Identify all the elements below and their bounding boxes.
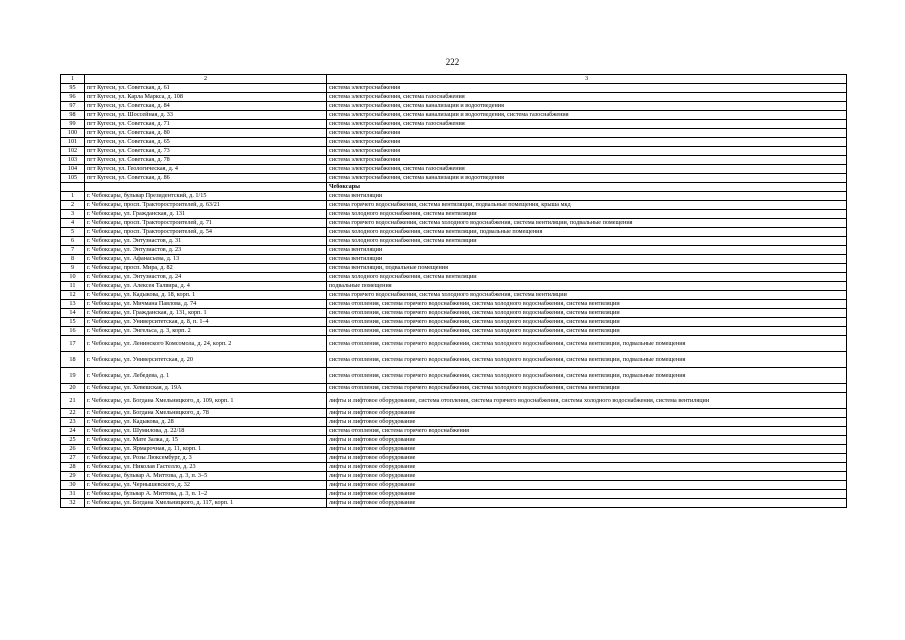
systems-cell: лифты и лифтовое оборудование xyxy=(327,436,847,445)
row-number-cell: 96 xyxy=(61,93,85,102)
table-row xyxy=(61,309,847,318)
address-cell: г. Чебоксары, ул. Ленинского Комсомола, д. 24, корп. 2 xyxy=(85,336,327,352)
row-number-cell: 30 xyxy=(61,481,85,490)
address-cell: г. Чебоксары, просп. Мира, д. 82 xyxy=(85,264,327,273)
page-number: 222 xyxy=(445,57,460,67)
table-row xyxy=(61,300,847,309)
address-cell: пгт Кугеси, ул. Геологическая, д. 4 xyxy=(85,165,327,174)
table-row xyxy=(61,129,847,138)
row-number-cell: 26 xyxy=(61,445,85,454)
systems-cell: система электроснабжения, система газоснабжения xyxy=(327,120,847,129)
systems-cell: лифты и лифтовое оборудование xyxy=(327,481,847,490)
systems-cell: система электроснабжения xyxy=(327,147,847,156)
row-number-cell: 104 xyxy=(61,165,85,174)
row-number-cell: 25 xyxy=(61,436,85,445)
address-cell: г. Чебоксары, ул. Лебедева, д. 1 xyxy=(85,368,327,384)
table-row xyxy=(61,264,847,273)
table-row xyxy=(61,111,847,120)
address-cell: г. Чебоксары, ул. Энгельса, д. 3, корп. 2 xyxy=(85,327,327,336)
address-cell: пгт Кугеси, ул. Советская, д. 61 xyxy=(85,84,327,93)
table-row xyxy=(61,436,847,445)
row-number-cell: 2 xyxy=(61,201,85,210)
row-number-cell: 102 xyxy=(61,147,85,156)
table-row xyxy=(61,255,847,264)
table-row xyxy=(61,472,847,481)
systems-cell: система электроснабжения, система канализации и водоотведения xyxy=(327,174,847,183)
address-cell: пгт Кугеси, ул. Шоссейная, д. 33 xyxy=(85,111,327,120)
systems-cell: система холодного водоснабжения, система вентиляции xyxy=(327,237,847,246)
table-row xyxy=(61,102,847,111)
systems-cell: система горячего водоснабжения, система холодного водоснабжения, система вентиляции, подвальные помещения xyxy=(327,219,847,228)
row-number-cell: 101 xyxy=(61,138,85,147)
address-cell: г. Чебоксары, бульвар А. Миттова, д. 3, п. 3–5 xyxy=(85,472,327,481)
address-cell: г. Чебоксары, ул. Алексея Талвира, д. 4 xyxy=(85,282,327,291)
systems-cell: система электроснабжения xyxy=(327,84,847,93)
systems-cell: система горячего водоснабжения, система вентиляции, подвальные помещения, крыша мкд xyxy=(327,201,847,210)
column-header-2: 2 xyxy=(85,75,327,84)
systems-cell: система отопления, система горячего водоснабжения, система холодного водоснабжения, система вентиляции xyxy=(327,327,847,336)
row-number-cell: 7 xyxy=(61,246,85,255)
row-number-cell: 100 xyxy=(61,129,85,138)
row-number-cell: 29 xyxy=(61,472,85,481)
table-row xyxy=(61,318,847,327)
row-number-cell: 27 xyxy=(61,454,85,463)
row-number-cell: 15 xyxy=(61,318,85,327)
registry-table-body xyxy=(61,75,847,508)
address-cell: г. Чебоксары, ул. Богдана Хмельницкого, д. 117, корп. 1 xyxy=(85,499,327,508)
table-row xyxy=(61,282,847,291)
systems-cell: система электроснабжения, система газоснабжения xyxy=(327,93,847,102)
row-number-cell: 105 xyxy=(61,174,85,183)
row-number-cell: 18 xyxy=(61,352,85,368)
systems-cell: система отопления, система горячего водоснабжения, система холодного водоснабжения, система вентиляции xyxy=(327,318,847,327)
address-cell: пгт Кугеси, ул. Советская, д. 86 xyxy=(85,174,327,183)
systems-cell: лифты и лифтовое оборудование xyxy=(327,445,847,454)
systems-cell: система отопления, система горячего водоснабжения, система холодного водоснабжения, система вентиляции, подвальные помещения xyxy=(327,368,847,384)
address-cell: пгт Кугеси, ул. Советская, д. 65 xyxy=(85,138,327,147)
table-row xyxy=(61,499,847,508)
row-number-cell: 99 xyxy=(61,120,85,129)
table-header-row xyxy=(61,75,847,84)
address-cell: г. Чебоксары, ул. Энтузиастов, д. 31 xyxy=(85,237,327,246)
systems-cell: лифты и лифтовое оборудование, система отопления, система горячего водоснабжения, система холодного водоснабжения, система вентиляции xyxy=(327,393,847,409)
address-cell: г. Чебоксары, ул. Гражданская, д. 131 xyxy=(85,210,327,219)
table-row xyxy=(61,219,847,228)
row-number-cell: 97 xyxy=(61,102,85,111)
row-number-cell: 6 xyxy=(61,237,85,246)
row-number-cell: 103 xyxy=(61,156,85,165)
address-cell: г. Чебоксары, бульвар Президентский, д. 1/15 xyxy=(85,192,327,201)
systems-cell: подвальные помещения xyxy=(327,282,847,291)
row-number-cell: 28 xyxy=(61,463,85,472)
table-row xyxy=(61,246,847,255)
table-row xyxy=(61,192,847,201)
row-number-cell: 17 xyxy=(61,336,85,352)
column-header-1: 1 xyxy=(61,75,85,84)
table-row xyxy=(61,84,847,93)
column-header-3: 3 xyxy=(327,75,847,84)
section-empty-cell xyxy=(85,183,327,192)
address-cell: пгт Кугеси, ул. Советская, д. 78 xyxy=(85,156,327,165)
table-row xyxy=(61,384,847,393)
address-cell: г. Чебоксары, ул. Шумилова, д. 22/18 xyxy=(85,427,327,436)
address-cell: г. Чебоксары, ул. Розы Люксембург, д. 3 xyxy=(85,454,327,463)
address-cell: г. Чебоксары, ул. Хевешская, д. 19А xyxy=(85,384,327,393)
table-row xyxy=(61,93,847,102)
row-number-cell: 5 xyxy=(61,228,85,237)
systems-cell: система отопления, система горячего водоснабжения xyxy=(327,427,847,436)
table-row xyxy=(61,445,847,454)
address-cell: г. Чебоксары, ул. Богдана Хмельницкого, д. 78 xyxy=(85,409,327,418)
table-row xyxy=(61,427,847,436)
row-number-cell: 4 xyxy=(61,219,85,228)
address-cell: г. Чебоксары, просп. Тракторостроителей, д. 71 xyxy=(85,219,327,228)
address-cell: г. Чебоксары, ул. Гражданская, д. 131, корп. 1 xyxy=(85,309,327,318)
table-row xyxy=(61,165,847,174)
table-row xyxy=(61,174,847,183)
row-number-cell: 32 xyxy=(61,499,85,508)
row-number-cell: 10 xyxy=(61,273,85,282)
table-row xyxy=(61,481,847,490)
table-row xyxy=(61,210,847,219)
table-row xyxy=(61,237,847,246)
table-row xyxy=(61,273,847,282)
address-cell: г. Чебоксары, ул. Мичмана Павлова, д. 74 xyxy=(85,300,327,309)
systems-cell: лифты и лифтовое оборудование xyxy=(327,418,847,427)
systems-cell: система холодного водоснабжения, система вентиляции xyxy=(327,210,847,219)
address-cell: г. Чебоксары, ул. Чернышевского, д. 32 xyxy=(85,481,327,490)
systems-cell: система холодного водоснабжения, система вентиляции xyxy=(327,273,847,282)
systems-cell: система отопления, система горячего водоснабжения, система холодного водоснабжения, система вентиляции xyxy=(327,309,847,318)
table-row xyxy=(61,463,847,472)
systems-cell: система отопления, система горячего водоснабжения, система холодного водоснабжения, система вентиляции, подвальные помещения xyxy=(327,352,847,368)
address-cell: пгт Кугеси, ул. Советская, д. 73 xyxy=(85,147,327,156)
table-row xyxy=(61,409,847,418)
row-number-cell: 9 xyxy=(61,264,85,273)
row-number-cell: 19 xyxy=(61,368,85,384)
address-cell: пгт Кугеси, ул. Советская, д. 80 xyxy=(85,129,327,138)
address-cell: пгт Кугеси, ул. Советская, д. 84 xyxy=(85,102,327,111)
systems-cell: лифты и лифтовое оборудование xyxy=(327,454,847,463)
table-row xyxy=(61,418,847,427)
systems-cell: система электроснабжения xyxy=(327,138,847,147)
row-number-cell: 23 xyxy=(61,418,85,427)
address-cell: г. Чебоксары, ул. Университетская, д. 20 xyxy=(85,352,327,368)
address-cell: г. Чебоксары, ул. Мате Залка, д. 15 xyxy=(85,436,327,445)
row-number-cell: 14 xyxy=(61,309,85,318)
table-row xyxy=(61,228,847,237)
row-number-cell: 3 xyxy=(61,210,85,219)
table-row xyxy=(61,156,847,165)
table-row xyxy=(61,393,847,409)
table-row xyxy=(61,327,847,336)
table-row xyxy=(61,147,847,156)
table-row xyxy=(61,291,847,300)
systems-cell: лифты и лифтовое оборудование xyxy=(327,463,847,472)
address-cell: г. Чебоксары, ул. Кадыкова, д. 28 xyxy=(85,418,327,427)
row-number-cell: 12 xyxy=(61,291,85,300)
table-row xyxy=(61,352,847,368)
systems-cell: система электроснабжения, система канализации и водоотведения, система газоснабжения xyxy=(327,111,847,120)
address-cell: г. Чебоксары, ул. Ярмарочная, д. 11, корп. 1 xyxy=(85,445,327,454)
address-cell: г. Чебоксары, просп. Тракторостроителей, д. 54 xyxy=(85,228,327,237)
address-cell: г. Чебоксары, бульвар А. Миттова, д. 3, п. 1–2 xyxy=(85,490,327,499)
address-cell: пгт Кугеси, ул. Карла Маркса, д. 108 xyxy=(85,93,327,102)
systems-cell: система горячего водоснабжения, система холодного водоснабжения, система вентиляции xyxy=(327,291,847,300)
systems-cell: система отопления, система горячего водоснабжения, система холодного водоснабжения, система вентиляции xyxy=(327,384,847,393)
systems-cell: система холодного водоснабжения, система вентиляции, подвальные помещения xyxy=(327,228,847,237)
row-number-cell: 98 xyxy=(61,111,85,120)
section-empty-cell xyxy=(61,183,85,192)
address-cell: г. Чебоксары, ул. Энтузиастов, д. 23 xyxy=(85,246,327,255)
address-cell: г. Чебоксары, просп. Тракторостроителей, д. 63/21 xyxy=(85,201,327,210)
row-number-cell: 13 xyxy=(61,300,85,309)
address-cell: пгт Кугеси, ул. Советская, д. 71 xyxy=(85,120,327,129)
row-number-cell: 16 xyxy=(61,327,85,336)
row-number-cell: 22 xyxy=(61,409,85,418)
systems-cell: лифты и лифтовое оборудование xyxy=(327,472,847,481)
systems-cell: система вентиляции xyxy=(327,255,847,264)
systems-cell: система вентиляции, подвальные помещения xyxy=(327,264,847,273)
table-row xyxy=(61,201,847,210)
section-row xyxy=(61,183,847,192)
table-row xyxy=(61,138,847,147)
table-row xyxy=(61,490,847,499)
systems-cell: система электроснабжения, система газоснабжения xyxy=(327,165,847,174)
systems-cell: система отопления, система горячего водоснабжения, система холодного водоснабжения, система вентиляции, подвальные помещения xyxy=(327,336,847,352)
systems-cell: система отопления, система горячего водоснабжения, система холодного водоснабжения, система вентиляции xyxy=(327,300,847,309)
address-cell: г. Чебоксары, ул. Николая Гастелло, д. 23 xyxy=(85,463,327,472)
row-number-cell: 20 xyxy=(61,384,85,393)
registry-table xyxy=(60,74,847,508)
table-row xyxy=(61,454,847,463)
section-title: Чебоксары xyxy=(327,183,847,192)
row-number-cell: 31 xyxy=(61,490,85,499)
address-cell: г. Чебоксары, ул. Энтузиастов, д. 24 xyxy=(85,273,327,282)
row-number-cell: 8 xyxy=(61,255,85,264)
address-cell: г. Чебоксары, ул. Богдана Хмельницкого, д. 109, корп. 1 xyxy=(85,393,327,409)
row-number-cell: 11 xyxy=(61,282,85,291)
row-number-cell: 95 xyxy=(61,84,85,93)
systems-cell: система электроснабжения xyxy=(327,129,847,138)
systems-cell: система вентиляции xyxy=(327,192,847,201)
row-number-cell: 1 xyxy=(61,192,85,201)
systems-cell: лифты и лифтовое оборудование xyxy=(327,409,847,418)
address-cell: г. Чебоксары, ул. Кадыкова, д. 18, корп. 1 xyxy=(85,291,327,300)
table-row xyxy=(61,336,847,352)
address-cell: г. Чебоксары, ул. Университетская, д. 8, п. 1–4 xyxy=(85,318,327,327)
row-number-cell: 21 xyxy=(61,393,85,409)
row-number-cell: 24 xyxy=(61,427,85,436)
systems-cell: система электроснабжения xyxy=(327,156,847,165)
systems-cell: система электроснабжения, система канализации и водоотведения xyxy=(327,102,847,111)
systems-cell: лифты и лифтовое оборудование xyxy=(327,499,847,508)
systems-cell: лифты и лифтовое оборудование xyxy=(327,490,847,499)
table-row xyxy=(61,368,847,384)
address-cell: г. Чебоксары, ул. Афанасьева, д. 13 xyxy=(85,255,327,264)
table-row xyxy=(61,120,847,129)
systems-cell: система вентиляции xyxy=(327,246,847,255)
